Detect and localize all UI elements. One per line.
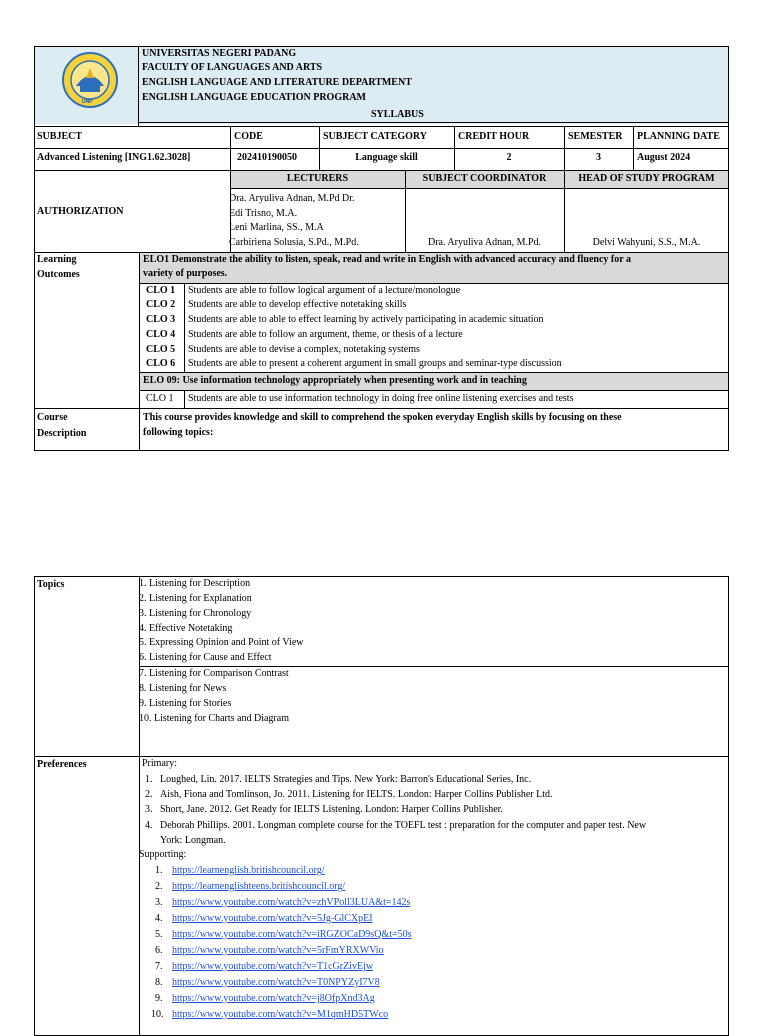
planning-value: August 2024: [637, 152, 691, 163]
clo-text: Students are able to follow an argument, theme, or thesis of a lecture: [188, 329, 463, 340]
topic-item: 7. Listening for Comparison Contrast: [139, 668, 289, 679]
outcomes-label: Outcomes: [37, 269, 80, 280]
lecturers-header: LECTURERS: [286, 173, 349, 184]
reference-text: Aish, Fiona and Tomlinson, Jo. 2011. Listening for IELTS. London: Harper Collins Publisher Ltd.: [160, 789, 553, 800]
program-name: ENGLISH LANGUAGE EDUCATION PROGRAM: [142, 92, 366, 103]
topic-item: 3. Listening for Chronology: [139, 608, 252, 619]
reference-link[interactable]: https://www.youtube.com/watch?v=5Jg-GlCXpEI: [172, 913, 373, 924]
link-number: 2.: [155, 881, 163, 892]
clo-code: CLO 2: [146, 299, 176, 310]
code-value: 202410190050: [237, 152, 297, 163]
category-header: SUBJECT CATEGORY: [323, 131, 428, 142]
outcomes-label: Learning: [37, 254, 77, 265]
reference-link[interactable]: https://learnenglish.britishcouncil.org/: [172, 865, 325, 876]
topic-item: 1. Listening for Description: [139, 578, 251, 589]
clo-text: Students are able to able to effect learning by actively participating in academic situation: [188, 314, 544, 325]
clo-text: Students are able to present a coherent argument in small groups and seminar-type discussion: [188, 358, 562, 369]
reference-link[interactable]: https://www.youtube.com/watch?v=T1cGrZivEjw: [172, 961, 374, 972]
topic-item: 6. Listening for Cause and Effect: [139, 652, 272, 663]
supporting-label: Supporting:: [139, 849, 187, 860]
logo-ring-bottom: UNP: [82, 99, 93, 105]
coordinator-header: SUBJECT COORDINATOR: [422, 173, 547, 184]
link-number: 10.: [151, 1009, 164, 1020]
course-description: following topics:: [143, 427, 214, 438]
doc-title: SYLLABUS: [371, 109, 424, 120]
topic-item: 8. Listening for News: [139, 683, 227, 694]
department-name: ENGLISH LANGUAGE AND LITERATURE DEPARTMENT: [142, 77, 412, 88]
link-number: 8.: [155, 977, 163, 988]
clo-text: Students are able to follow logical argument of a lecture/monologue: [188, 285, 461, 296]
lecturer-name: Leni Marlina, SS., M.A: [229, 222, 324, 233]
reference-text: York: Longman.: [160, 835, 226, 846]
authorization-label: AUTHORIZATION: [37, 206, 124, 217]
reference-link[interactable]: https://www.youtube.com/watch?v=zhVPoll3LUA&t=142s: [172, 897, 411, 908]
clo-code: CLO 3: [146, 314, 176, 325]
clo-code: CLO 1: [146, 393, 174, 404]
course-description: This course provides knowledge and skill to comprehend the spoken everyday English skills by focusing on these: [143, 412, 622, 423]
clo-code: CLO 4: [146, 329, 176, 340]
elo09-text: ELO 09: Use information technology appropriately when presenting work and in teaching: [143, 375, 527, 386]
link-number: 1.: [155, 865, 163, 876]
coordinator-name: Dra. Aryuliva Adnan, M.Pd.: [427, 237, 542, 248]
category-value: Language skill: [355, 152, 418, 163]
reference-text: Deborah Phillips. 2001. Longman complete course for the TOEFL test : preparation for the computer and paper test. New: [160, 820, 647, 831]
topic-item: 9. Listening for Stories: [139, 698, 232, 709]
topics-label: Topics: [37, 579, 65, 590]
lecturer-name: Carbiriena Solusia, S.Pd., M.Pd.: [229, 237, 359, 248]
link-number: 4.: [155, 913, 163, 924]
reference-link[interactable]: https://www.youtube.com/watch?v=5rFmYRXWVio: [172, 945, 384, 956]
clo-text: Students are able to devise a complex, notetaking systems: [188, 344, 420, 355]
subject-value: Advanced Listening [ING1.62.3028]: [37, 152, 191, 163]
lecturer-name: Dra. Aryuliva Adnan, M.Pd Dr.: [229, 193, 355, 204]
clo-code: CLO 5: [146, 344, 176, 355]
topic-item: 2. Listening for Explanation: [139, 593, 252, 604]
clo-code: CLO 6: [146, 358, 176, 369]
reference-number: 3.: [145, 804, 153, 815]
reference-text: Short, Jane. 2012. Get Ready for IELTS Listening. London: Harper Collins Publisher.: [160, 804, 503, 815]
code-header: CODE: [234, 131, 263, 142]
credit-value: 2: [506, 152, 512, 163]
link-number: 7.: [155, 961, 163, 972]
reference-number: 2.: [145, 789, 153, 800]
university-name: UNIVERSITAS NEGERI PADANG: [142, 48, 297, 59]
planning-header: PLANNING DATE: [637, 131, 720, 142]
elo1-text: variety of purposes.: [143, 268, 228, 279]
reference-text: Loughed, Lin. 2017. IELTS Strategies and Tips. New York: Barron's Educational Series, Inc.: [160, 774, 532, 785]
topic-item: 5. Expressing Opinion and Point of View: [139, 637, 304, 648]
reference-link[interactable]: https://www.youtube.com/watch?v=T0NPYZyI7V8: [172, 977, 380, 988]
faculty-name: FACULTY OF LANGUAGES AND ARTS: [142, 62, 323, 73]
reference-link[interactable]: https://www.youtube.com/watch?v=M1qmHD5TWco: [172, 1009, 389, 1020]
credit-header: CREDIT HOUR: [458, 131, 530, 142]
reference-link[interactable]: https://www.youtube.com/watch?v=j8OfpXnd3Ag: [172, 993, 375, 1004]
semester-header: SEMESTER: [568, 131, 623, 142]
reference-link[interactable]: https://learnenglishteens.britishcouncil.org/: [172, 881, 346, 892]
clo-code: CLO 1: [146, 285, 176, 296]
topic-item: 4. Effective Notetaking: [139, 623, 233, 634]
clo-text: Students are able to use information technology in doing free online listening exercises and tests: [188, 393, 574, 404]
topic-item: 10. Listening for Charts and Diagram: [139, 713, 289, 724]
reference-number: 1.: [145, 774, 153, 785]
course-label: Course: [37, 412, 68, 423]
link-number: 5.: [155, 929, 163, 940]
link-number: 9.: [155, 993, 163, 1004]
primary-label: Primary:: [142, 758, 177, 769]
preferences-label: Preferences: [37, 759, 87, 770]
course-label: Description: [37, 428, 87, 439]
subject-header: SUBJECT: [37, 131, 83, 142]
head-name: Delvi Wahyuni, S.S., M.A.: [592, 237, 701, 248]
clo-text: Students are able to develop effective notetaking skills: [188, 299, 407, 310]
reference-link[interactable]: https://www.youtube.com/watch?v=iRGZOCaD9sQ&t=50s: [172, 929, 412, 940]
lecturer-name: Edi Trisno, M.A.: [229, 208, 298, 219]
head-header: HEAD OF STUDY PROGRAM: [578, 173, 715, 184]
link-number: 6.: [155, 945, 163, 956]
link-number: 3.: [155, 897, 163, 908]
reference-number: 4.: [145, 820, 153, 831]
semester-value: 3: [596, 152, 601, 163]
elo1-text: ELO1 Demonstrate the ability to listen, speak, read and write in English with advanced accuracy and fluency for a: [143, 254, 631, 265]
